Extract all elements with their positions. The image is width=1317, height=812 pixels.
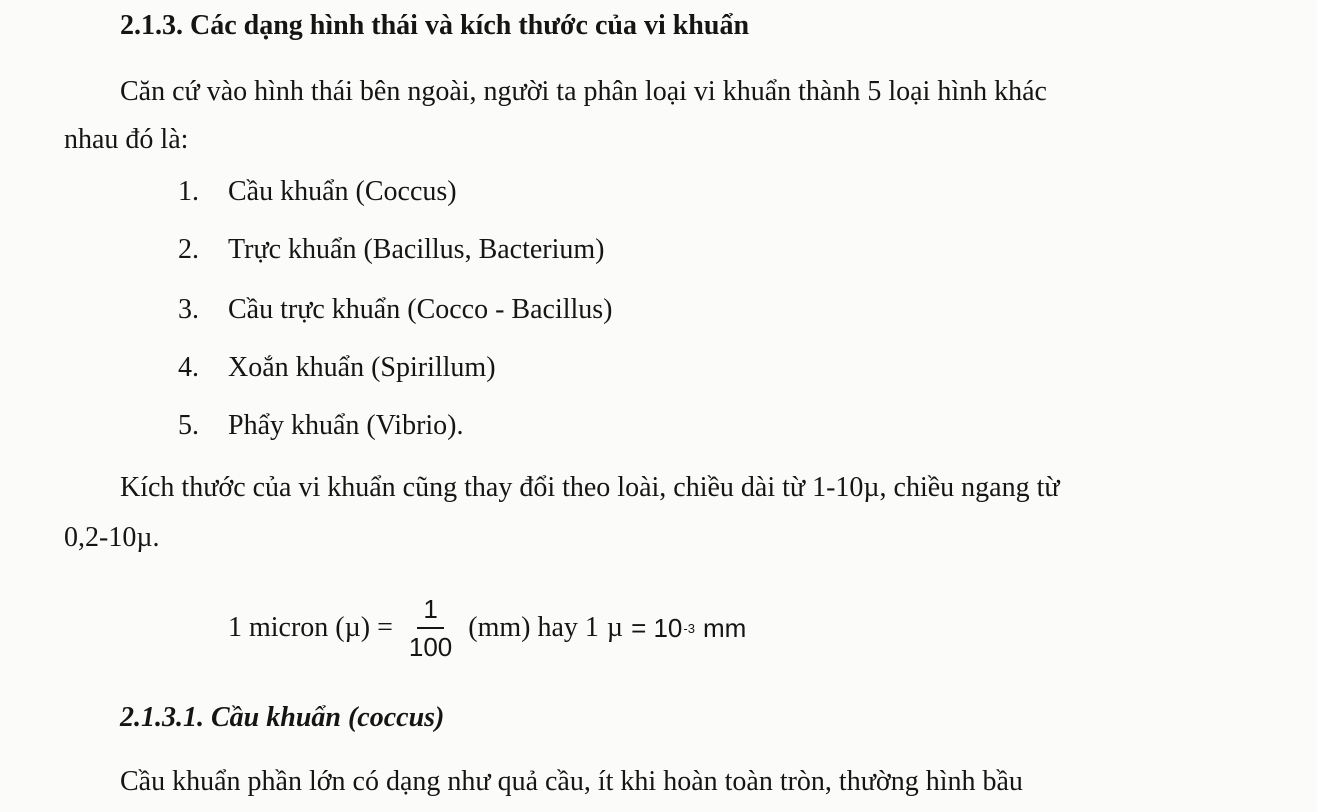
list-item-text: Xoắn khuẩn (Spirillum): [228, 352, 496, 383]
fraction-numerator: 1: [417, 593, 443, 629]
subsection-heading: 2.1.3.1. Cầu khuẩn (coccus): [120, 702, 445, 733]
formula-middle: (mm) hay 1: [468, 612, 599, 643]
list-item: [178, 294, 613, 326]
section-heading: 2.1.3. Các dạng hình thái và kích thước của vi khuẩn: [120, 10, 750, 41]
list-item-number: 5.: [178, 410, 199, 441]
size-paragraph-line-2: 0,2-10µ.: [64, 522, 160, 553]
list-item-number: 4.: [178, 352, 199, 383]
formula-mu-symbol: µ: [606, 612, 624, 643]
formula-unit: mm: [702, 612, 747, 643]
list-item: [178, 410, 464, 442]
list-item: [178, 176, 457, 208]
list-item-number: 2.: [178, 234, 199, 265]
list-item-text: Cầu trực khuẩn (Cocco - Bacillus): [228, 294, 613, 325]
list-item: [178, 352, 496, 384]
subsection-first-line: Cầu khuẩn phần lớn có dạng như quả cầu, ít khi hoàn toàn tròn, thường hình bầu: [120, 766, 1023, 797]
micron-formula: [228, 588, 746, 668]
formula-equals-base: = 10: [631, 612, 683, 643]
intro-paragraph-line-1: Căn cứ vào hình thái bên ngoài, người ta phân loại vi khuẩn thành 5 loại hình khác: [120, 76, 1047, 107]
list-item-text: Trực khuẩn (Bacillus, Bacterium): [228, 234, 605, 265]
size-paragraph-line-1: Kích thước của vi khuẩn cũng thay đổi theo loài, chiều dài từ 1-10µ, chiều ngang từ: [120, 472, 1060, 503]
list-item: [178, 234, 605, 266]
formula-lhs: 1 micron (µ) =: [228, 612, 393, 643]
intro-paragraph-line-2: nhau đó là:: [64, 124, 189, 155]
list-item-number: 3.: [178, 294, 199, 325]
formula-exponent: -3: [683, 620, 695, 636]
list-item-number: 1.: [178, 176, 199, 207]
fraction-denominator: 100: [408, 632, 453, 662]
list-item-text: Cầu khuẩn (Coccus): [228, 176, 457, 207]
list-item-text: Phẩy khuẩn (Vibrio).: [228, 410, 464, 441]
formula-fraction: [403, 593, 458, 663]
